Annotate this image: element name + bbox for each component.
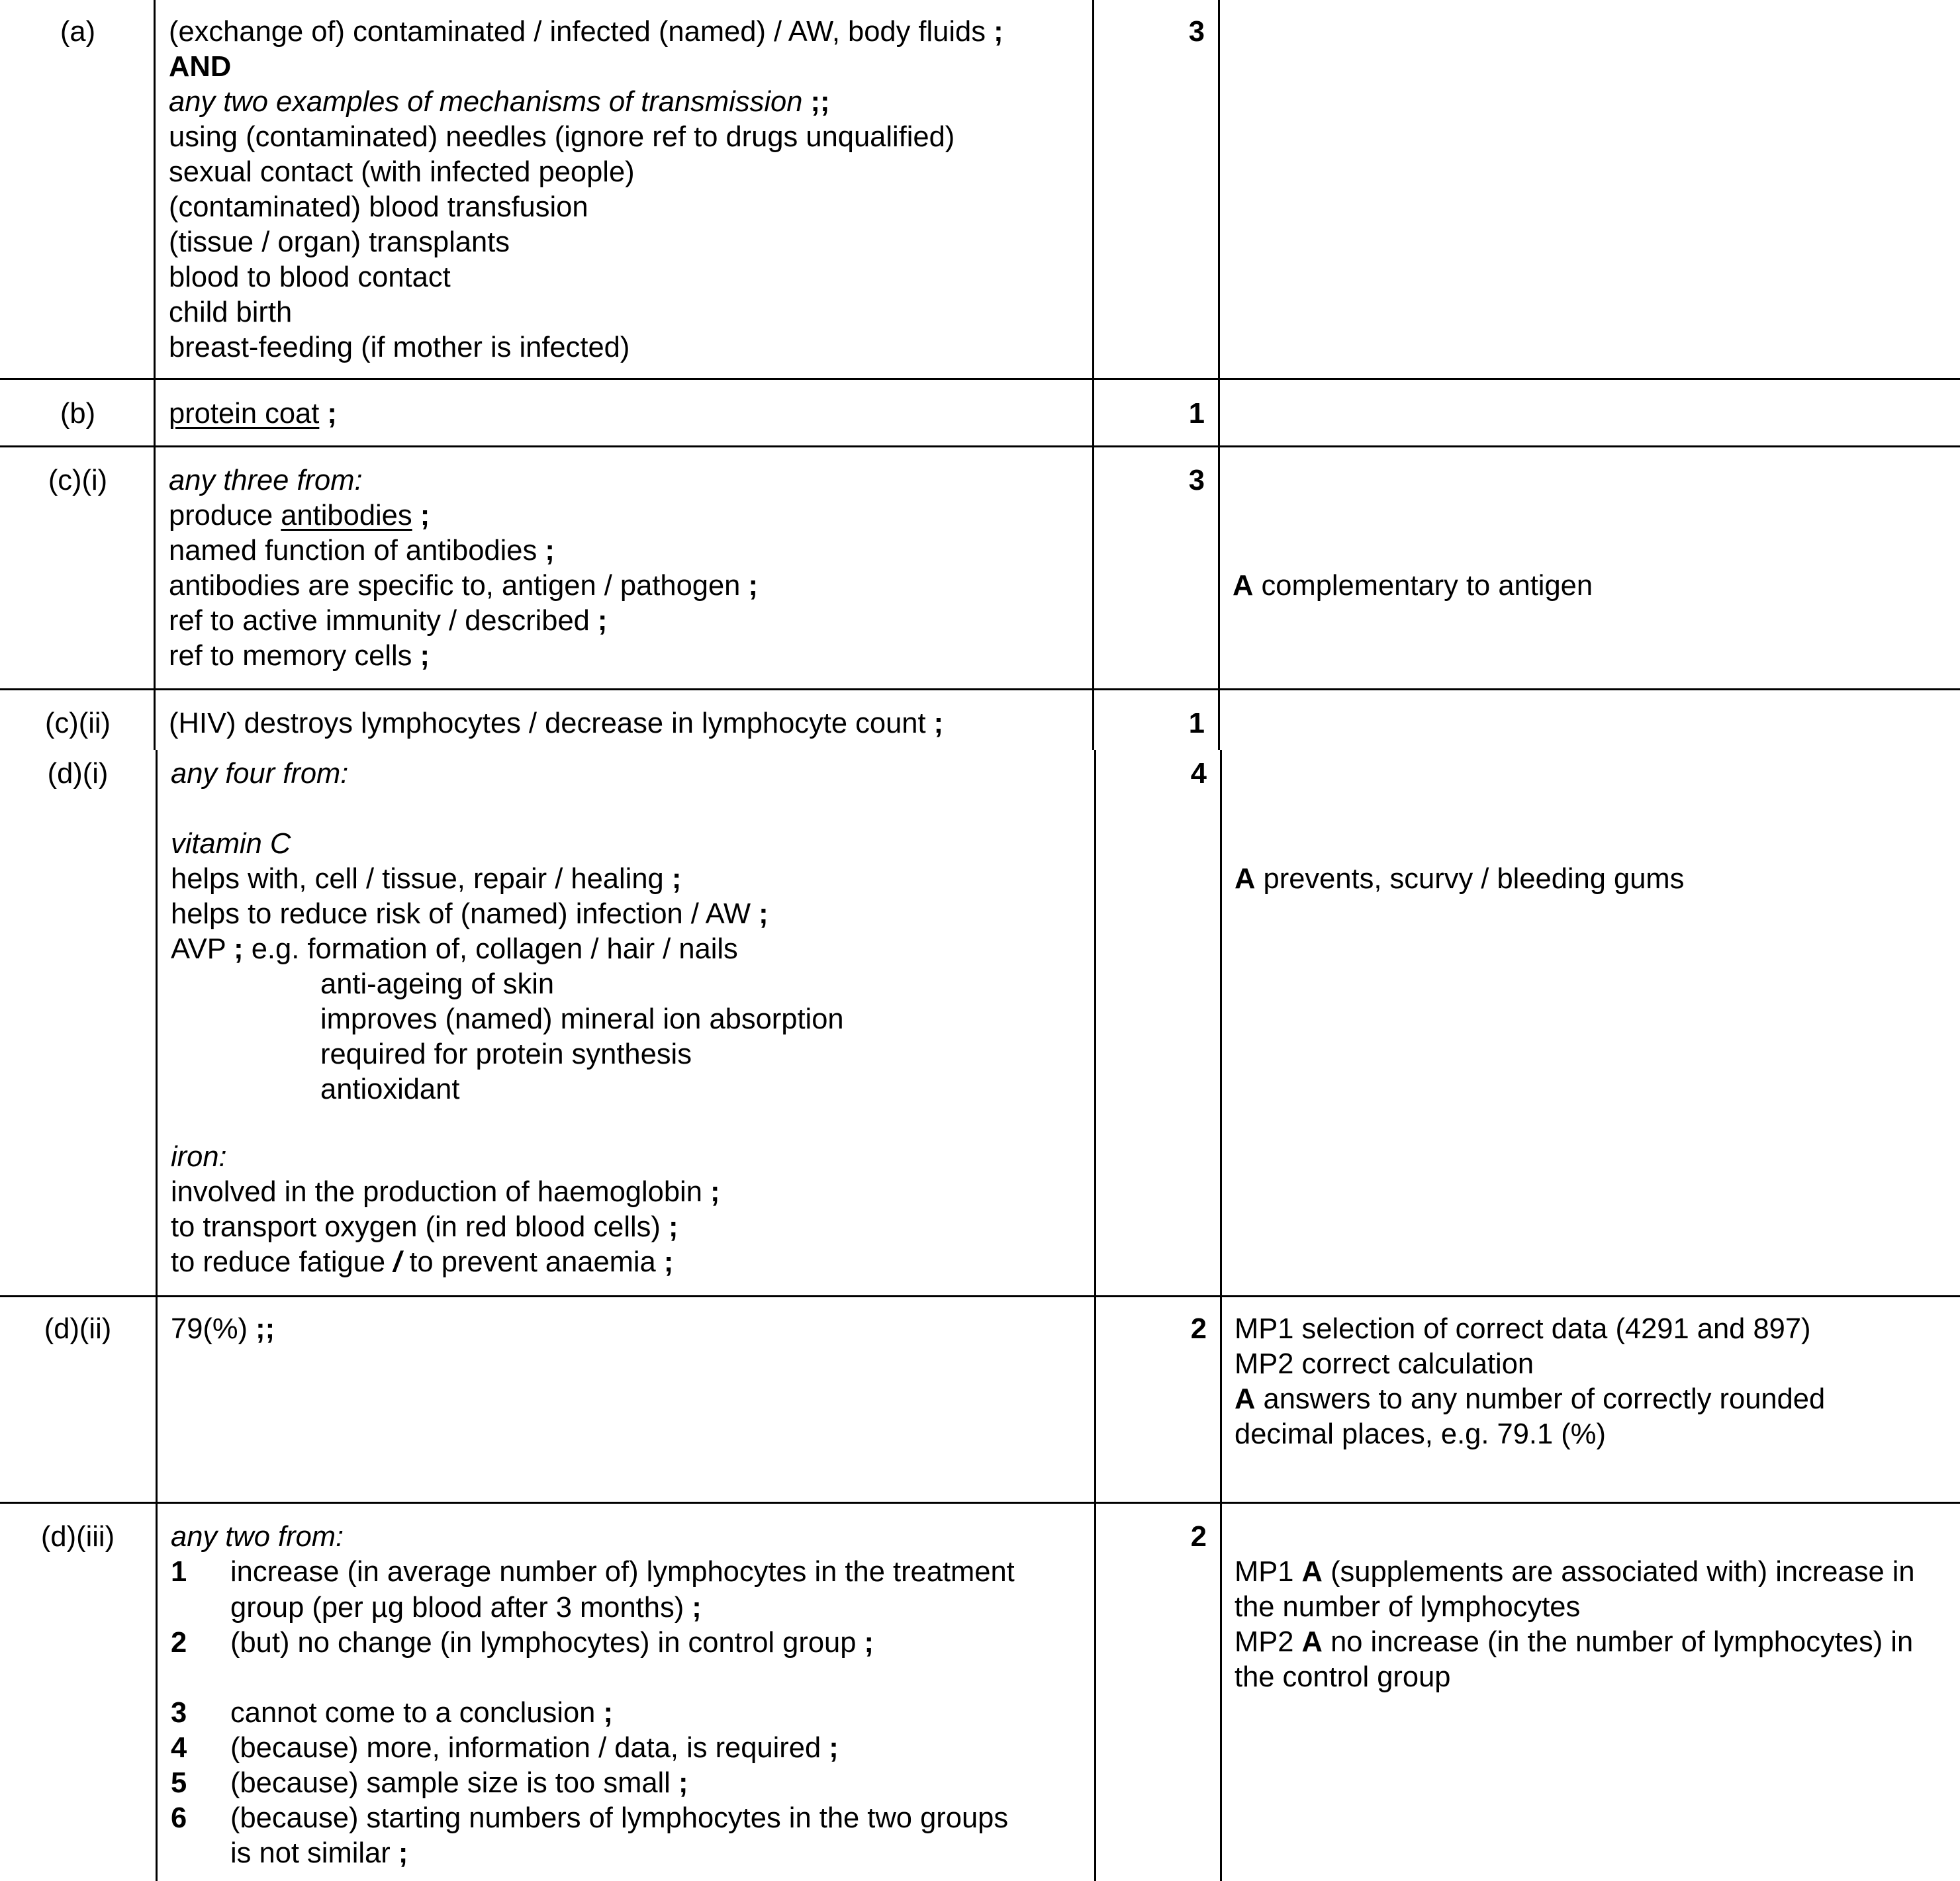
row-divider-di-dii xyxy=(0,1295,1960,1297)
list-item xyxy=(171,1175,720,1210)
list-item-text: ref to memory cells xyxy=(169,640,412,672)
guidance-diii-mp1 xyxy=(1235,1555,1915,1590)
answer-a-line1-text: (exchange of) contaminated / infected (named) / AW, body fluids xyxy=(169,16,986,48)
guidance-text: prevents, scurvy / bleeding gums xyxy=(1263,863,1685,895)
answer-dii xyxy=(171,1312,275,1347)
alternative-slash: / xyxy=(393,1246,402,1278)
col-divider-answer-upper xyxy=(1092,0,1094,750)
list-item xyxy=(171,932,738,967)
guidance-text: complementary to antigen xyxy=(1261,570,1593,602)
answer-separator: ; xyxy=(864,1627,874,1659)
point-text xyxy=(230,1626,874,1661)
point-text xyxy=(230,1836,408,1871)
marks-b: 1 xyxy=(1188,398,1205,430)
list-item-text: to reduce fatigue xyxy=(171,1246,386,1278)
answer-cii xyxy=(169,706,943,741)
list-item-text: to transport oxygen (in red blood cells) xyxy=(171,1211,661,1243)
marks-diii: 2 xyxy=(1190,1521,1207,1553)
point-text-line: (but) no change (in lymphocytes) in control group xyxy=(230,1627,857,1659)
point-text-line: (because) more, information / data, is required xyxy=(230,1732,821,1764)
answer-dii-text: 79(%) xyxy=(171,1313,248,1345)
answer-separator: ; xyxy=(692,1592,702,1624)
answer-separator: ; xyxy=(420,500,430,531)
guidance-dii-mp1: MP1 selection of correct data (4291 and 897) xyxy=(1235,1313,1811,1345)
list-item: antioxidant xyxy=(320,1074,460,1105)
answer-separator: ; xyxy=(748,570,758,602)
point-text-line: (because) sample size is too small xyxy=(230,1767,671,1799)
avp-label: AVP xyxy=(171,933,226,965)
list-item: blood to blood contact xyxy=(169,261,451,293)
answer-separator: ;; xyxy=(810,86,830,118)
examples-heading-text: any two examples of mechanisms of transmission xyxy=(169,86,803,118)
answer-separator: ; xyxy=(710,1176,720,1208)
question-number-dii: (d)(ii) xyxy=(44,1313,112,1345)
answer-di-heading: any four from: xyxy=(171,758,349,790)
accept-marker: A xyxy=(1301,1626,1323,1658)
question-number-di: (d)(i) xyxy=(47,758,109,790)
marks-di: 4 xyxy=(1190,758,1207,790)
point-text xyxy=(230,1696,613,1731)
list-item xyxy=(169,604,607,639)
list-item: using (contaminated) needles (ignore ref to drugs unqualified) xyxy=(169,121,955,153)
guidance-diii-mp2 xyxy=(1235,1625,1913,1660)
list-item xyxy=(169,533,555,569)
question-number-diii: (d)(iii) xyxy=(40,1521,115,1553)
guidance-text: no increase (in the number of lymphocytes) in xyxy=(1330,1626,1914,1658)
col-divider-question-upper xyxy=(154,0,156,750)
point-text-line: group (per µg blood after 3 months) xyxy=(230,1592,684,1624)
point-number: 2 xyxy=(171,1627,187,1659)
list-item: (contaminated) blood transfusion xyxy=(169,191,588,223)
accept-marker: A xyxy=(1235,1383,1256,1415)
answer-separator: ; xyxy=(545,535,555,567)
avp-text: e.g. formation of, collagen / hair / nails xyxy=(251,933,738,965)
list-item-text: named function of antibodies xyxy=(169,535,537,567)
antibodies-word: antibodies xyxy=(281,500,412,531)
list-item: anti-ageing of skin xyxy=(320,968,555,1000)
answer-separator: ; xyxy=(759,898,769,930)
answer-diii-heading: any two from: xyxy=(171,1521,344,1553)
answer-separator: ; xyxy=(327,398,337,430)
answer-separator: ; xyxy=(994,16,1003,48)
guidance-diii-mp1-line2: the number of lymphocytes xyxy=(1235,1591,1581,1623)
answer-separator: ; xyxy=(603,1697,613,1729)
guidance-dii-line4: decimal places, e.g. 79.1 (%) xyxy=(1235,1418,1606,1450)
guidance-ci xyxy=(1233,569,1593,604)
produce-text: produce xyxy=(169,500,273,531)
col-divider-answer-lower xyxy=(1094,750,1096,1881)
list-item: improves (named) mineral ion absorption xyxy=(320,1003,844,1035)
list-item: child birth xyxy=(169,297,293,328)
list-item-text: helps with, cell / tissue, repair / healing xyxy=(171,863,664,895)
answer-separator: ; xyxy=(668,1211,678,1243)
row-divider-a-b xyxy=(0,378,1960,380)
question-number-ci: (c)(i) xyxy=(48,465,108,496)
answer-separator: ; xyxy=(829,1732,839,1764)
marks-dii: 2 xyxy=(1190,1313,1207,1345)
question-number-a: (a) xyxy=(60,16,96,48)
answer-separator: ; xyxy=(597,605,608,637)
point-number: 6 xyxy=(171,1802,187,1834)
accept-marker: A xyxy=(1235,863,1256,895)
list-item-text: to prevent anaemia xyxy=(409,1246,656,1278)
list-item xyxy=(171,862,681,897)
point-text xyxy=(230,1731,839,1766)
answer-separator: ;; xyxy=(256,1313,275,1345)
answer-cii-text: (HIV) destroys lymphocytes / decrease in lymphocyte count xyxy=(169,708,926,739)
answer-ci-heading: any three from: xyxy=(169,465,363,496)
guidance-text: answers to any number of correctly rounded xyxy=(1263,1383,1826,1415)
list-item-text: involved in the production of haemoglobin xyxy=(171,1176,702,1208)
list-item: breast-feeding (if mother is infected) xyxy=(169,332,630,363)
question-number-cii: (c)(ii) xyxy=(44,708,111,739)
list-item-text: helps to reduce risk of (named) infection / AW xyxy=(171,898,751,930)
guidance-di xyxy=(1235,862,1684,897)
list-item xyxy=(169,639,430,674)
list-item: (tissue / organ) transplants xyxy=(169,226,510,258)
list-item xyxy=(171,1210,678,1245)
answer-separator: ; xyxy=(678,1767,688,1799)
list-item xyxy=(169,569,758,604)
accept-marker: A xyxy=(1301,1556,1323,1588)
list-item-text: antibodies are specific to, antigen / pathogen xyxy=(169,570,741,602)
row-divider-ci-cii xyxy=(0,688,1960,690)
accept-marker: A xyxy=(1233,570,1254,602)
answer-b-text: protein coat xyxy=(169,398,320,430)
list-item xyxy=(171,1245,673,1280)
answer-separator: ; xyxy=(398,1837,408,1869)
point-text: increase (in average number of) lymphocytes in the treatment xyxy=(230,1556,1015,1588)
row-divider-dii-diii xyxy=(0,1502,1960,1504)
answer-separator: ; xyxy=(663,1246,674,1278)
col-divider-marks-lower xyxy=(1220,750,1222,1881)
col-divider-question-lower xyxy=(156,750,158,1881)
row-divider-b-ci xyxy=(0,445,1960,447)
marks-a: 3 xyxy=(1188,16,1205,48)
point-number: 3 xyxy=(171,1697,187,1729)
point-number: 1 xyxy=(171,1556,187,1588)
point-text xyxy=(230,1590,702,1626)
iron-heading: iron: xyxy=(171,1141,227,1173)
answer-b xyxy=(169,396,337,432)
list-item xyxy=(171,897,769,932)
answer-a-and: AND xyxy=(169,51,232,83)
guidance-dii-accept xyxy=(1235,1382,1825,1417)
point-text-line: cannot come to a conclusion xyxy=(230,1697,596,1729)
question-number-b: (b) xyxy=(60,398,96,430)
answer-separator: ; xyxy=(933,708,944,739)
guidance-text: (supplements are associated with) increase in xyxy=(1330,1556,1915,1588)
answer-separator: ; xyxy=(234,933,244,965)
list-item xyxy=(169,498,430,533)
answer-separator: ; xyxy=(671,863,682,895)
point-text-line: is not similar xyxy=(230,1837,391,1869)
guidance-diii-mp2-line2: the control group xyxy=(1235,1661,1451,1693)
marks-cii: 1 xyxy=(1188,708,1205,739)
list-item-text: ref to active immunity / described xyxy=(169,605,590,637)
marks-ci: 3 xyxy=(1188,465,1205,496)
mark-point-label: MP1 xyxy=(1235,1556,1294,1588)
vitamin-c-heading: vitamin C xyxy=(171,828,291,860)
list-item: sexual contact (with infected people) xyxy=(169,156,635,188)
list-item: required for protein synthesis xyxy=(320,1038,692,1070)
point-number: 5 xyxy=(171,1767,187,1799)
point-text xyxy=(230,1766,688,1801)
answer-a-examples-heading xyxy=(169,85,829,120)
answer-separator: ; xyxy=(420,640,430,672)
col-divider-marks-upper xyxy=(1218,0,1220,750)
mark-point-label: MP2 xyxy=(1235,1626,1294,1658)
guidance-dii-mp2: MP2 correct calculation xyxy=(1235,1348,1534,1380)
answer-a-line1 xyxy=(169,15,1003,50)
point-text: (because) starting numbers of lymphocytes in the two groups xyxy=(230,1802,1009,1834)
point-number: 4 xyxy=(171,1732,187,1764)
